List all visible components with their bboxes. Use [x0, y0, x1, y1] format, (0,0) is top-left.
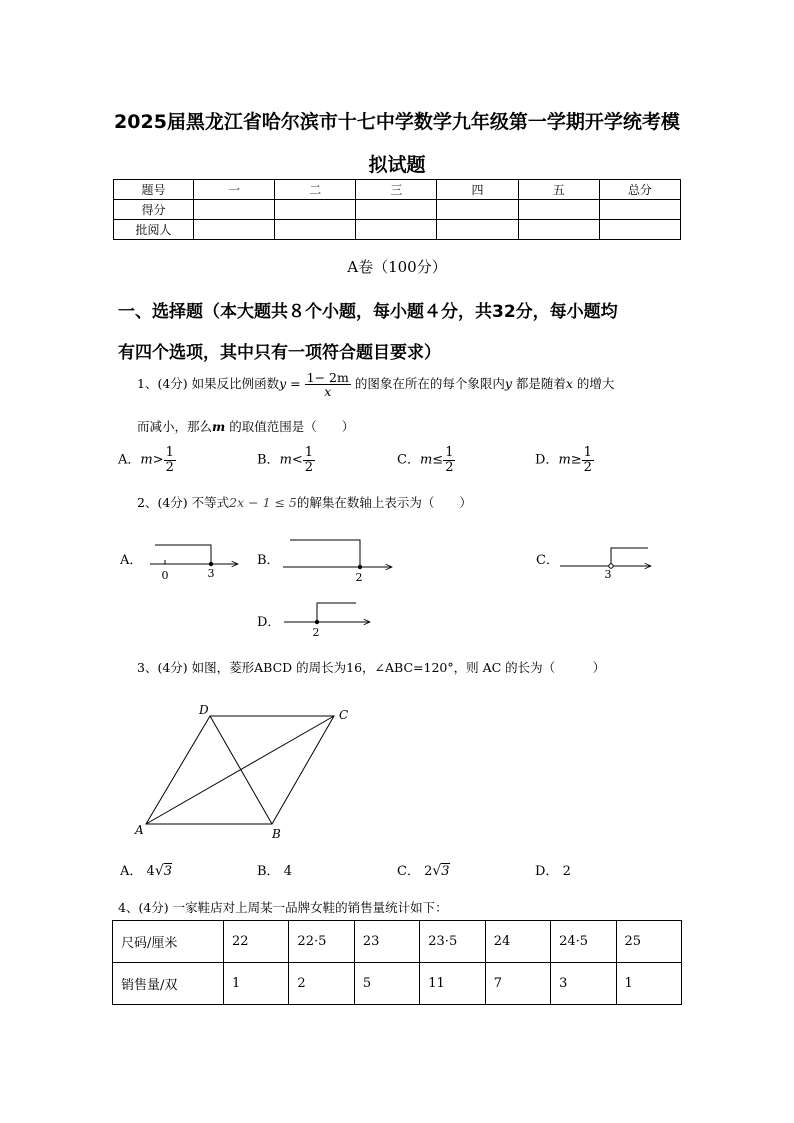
score-header-cell: 五	[518, 180, 599, 200]
table-cell: 24·5	[551, 921, 616, 963]
table-cell: 25	[616, 921, 681, 963]
table-cell: 11	[420, 963, 485, 1005]
rhombus-figure	[134, 703, 348, 841]
table-cell: 3	[551, 963, 616, 1005]
row-header: 尺码/厘米	[113, 921, 224, 963]
tick-label: 3	[604, 568, 612, 581]
fraction: $\frac{1- 2m}{x}$	[306, 370, 349, 400]
table-row	[113, 921, 682, 963]
q3-option-d[interactable]: D． 2	[535, 864, 571, 879]
table-cell: 7	[485, 963, 550, 1005]
row-header: 销售量/双	[113, 963, 224, 1005]
q1-option-a[interactable]: A．m> $\frac{1}{2}$	[118, 445, 174, 475]
score-header-cell: 题号	[114, 180, 194, 200]
score-row-label: 得分	[114, 200, 194, 220]
q2-option-b[interactable]: B．	[257, 553, 280, 568]
question-4: 4、(4分) 一家鞋店对上周某一品牌女鞋的销售量统计如下：	[118, 900, 448, 915]
vertex-label: D	[199, 703, 209, 717]
score-header-cell: 一	[194, 180, 275, 200]
score-header-cell: 三	[356, 180, 437, 200]
question-3: 3、(4分) 如图，菱形ABCD 的周长为16，∠ABC=120°，则 AC 的长为（ ）	[137, 660, 606, 675]
table-cell: 5	[354, 963, 419, 1005]
question-1-line2: 而减小，那么m 的取值范围是（ ）	[137, 419, 355, 434]
q2-option-a[interactable]: A．	[120, 553, 143, 568]
number-line-c	[560, 548, 651, 581]
number-line-a	[150, 545, 238, 582]
q3-option-b[interactable]: B． 4	[257, 864, 292, 879]
q1-option-c[interactable]: C．m≤ $\frac{1}{2}$	[397, 445, 454, 475]
q1-option-d[interactable]: D．m≥ $\frac{1}{2}$	[535, 445, 592, 475]
table-cell: 23	[354, 921, 419, 963]
vertex-label: A	[135, 823, 144, 837]
tick-label: 2	[312, 626, 320, 639]
vertex-label: B	[272, 827, 281, 841]
table-cell: 22	[224, 921, 289, 963]
tick-label: 3	[207, 567, 215, 580]
score-row-label: 批阅人	[114, 220, 194, 240]
table-cell: 22·5	[289, 921, 354, 963]
q1-option-b[interactable]: B．m< $\frac{1}{2}$	[257, 445, 314, 475]
q3-option-a[interactable]: A． 4√3	[120, 863, 173, 879]
page-title-line2: 拟试题	[368, 154, 426, 176]
table-cell: 1	[616, 963, 681, 1005]
table-cell: 1	[224, 963, 289, 1005]
table-row	[113, 963, 682, 1005]
section-heading-line2: 有四个选项，其中只有一项符合题目要求）	[118, 343, 441, 363]
question-2: 2、(4分) 不等式2x − 1 ≤ 5的解集在数轴上表示为（ ）	[137, 495, 472, 510]
score-header-cell: 四	[437, 180, 518, 200]
q2-option-d[interactable]: D．	[257, 615, 281, 630]
page-title: 2025届黑龙江省哈尔滨市十七中学数学九年级第一学期开学统考模	[114, 111, 680, 133]
q3-option-c[interactable]: C． 2√3	[397, 863, 450, 879]
table-cell: 2	[289, 963, 354, 1005]
table-cell: 23·5	[420, 921, 485, 963]
tick-label: 0	[161, 569, 169, 582]
section-heading: 一、选择题（本大题共８个小题，每小题４分，共32分，每小题均	[118, 302, 618, 322]
vertex-label: C	[339, 708, 349, 722]
number-line-d	[284, 603, 370, 639]
volume-heading: A卷（100分）	[347, 258, 447, 276]
score-header-cell: 二	[275, 180, 356, 200]
number-line-b	[283, 540, 392, 584]
question-1: 1、(4分) 如果反比例函数y = $\frac{1- 2m}{x}$ 的图象在所在的每个象限内y 都是随着x 的增大	[137, 370, 615, 400]
sales-table	[112, 920, 682, 1005]
table-cell: 24	[485, 921, 550, 963]
q2-option-c[interactable]: C．	[536, 553, 559, 568]
score-header-cell: 总分	[599, 180, 680, 200]
tick-label: 2	[355, 571, 363, 584]
